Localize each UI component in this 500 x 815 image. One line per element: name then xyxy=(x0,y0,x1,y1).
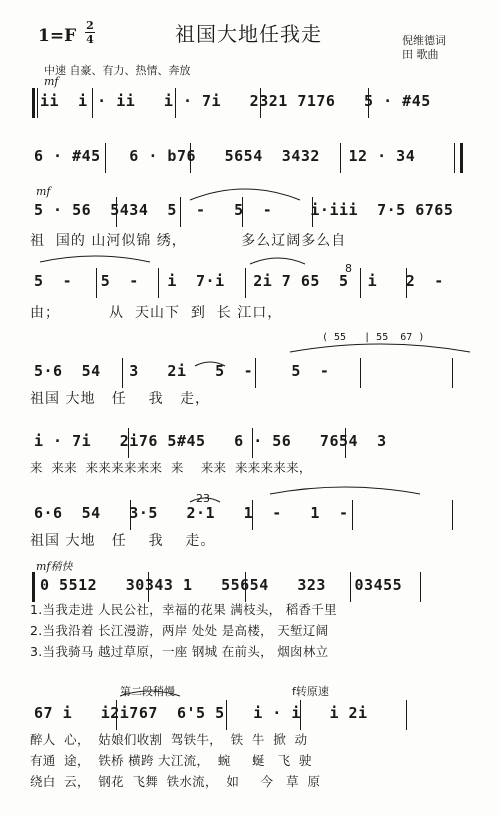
grace-note-2: 23 xyxy=(196,492,210,505)
staff-line-8 xyxy=(30,572,472,602)
lyric-line-5: 祖国 大地 任 我 走， xyxy=(30,391,210,407)
lyric-line-6: 来 来来 来来来来来来 来 来来 来来来来来， xyxy=(30,460,312,475)
a-tempo-marking: f转原速 xyxy=(292,685,329,698)
notes-line-1: ii i · ii i · 7i 2321 7176 5 · #45 xyxy=(40,92,431,110)
staff-line-1 xyxy=(30,88,472,118)
key-signature: 1=F xyxy=(38,26,77,46)
notes-line-6: i · 7i 2i76 5#45 6 · 56 7654 3 xyxy=(34,432,387,450)
song-title: 祖国大地任我走 xyxy=(175,22,322,46)
section-2-marking: 第二段稍慢 xyxy=(120,685,175,698)
time-bottom: 4 xyxy=(86,33,94,46)
lyric-line-7: 祖国 大地 任 我 走。 xyxy=(30,533,216,549)
notes-line-5: 5·6 54 3 2i 5 - 5 - xyxy=(34,362,330,380)
lyric-line-3: 祖 国的 山河似锦 绣， 多么辽阔多么自 xyxy=(30,233,347,249)
small-notes: ( 55 | 55 67 ) xyxy=(322,332,425,343)
lyric-line-4: 由； 从 天山下 到 长 江口， xyxy=(30,305,283,321)
verse-2-line-1: 2.当我沿着 长江漫游，两岸 处处 是高楼， 天堑辽阔 xyxy=(30,623,329,638)
staff-line-3 xyxy=(30,197,472,227)
verse-2-line-2: 有通 途， 铁桥 横跨 大江流， 蜿 蜒 飞 驶 xyxy=(30,753,312,768)
staff-line-2 xyxy=(30,143,472,173)
staff-line-6 xyxy=(30,428,472,458)
grace-note: 8 xyxy=(345,262,352,275)
staff-line-7 xyxy=(30,500,472,530)
time-top: 2 xyxy=(86,19,94,32)
verse-3-line-1: 3.当我骑马 越过草原，一座 钢城 在前头， 烟囱林立 xyxy=(30,644,329,659)
notes-line-4: 5 - 5 - i 7·i 2i 7 65 5 i 2 - xyxy=(34,272,444,290)
notes-line-7: 6·6 54 3·5 2·1 1 - 1 - xyxy=(34,504,349,522)
notes-line-9: 67 i i2i767 6'5 5 i · i i 2i xyxy=(34,704,368,722)
notes-line-2: 6 · #45 6 · b76 5654 3432 12 · 34 xyxy=(34,147,416,165)
staff-line-4 xyxy=(30,268,472,298)
verse-dynamic: mf稍快 xyxy=(36,560,73,573)
composer-credit: 田 歌曲 xyxy=(402,48,439,61)
lyricist-credit: 倪维德词 xyxy=(402,34,446,47)
notes-line-8: 0 5512 30343 1 55654 323 03455 xyxy=(40,576,403,594)
dynamic-marking: mf xyxy=(44,75,59,88)
verse-1-line-1: 1.当我走进 人民公社，幸福的花果 满枝头， 稻香千里 xyxy=(30,602,337,617)
tempo-marking: 中速 自豪、有力、热情、奔放 xyxy=(44,64,191,77)
verse-1-line-2: 醉人 心， 姑娘们收割 驾铁牛， 铁 牛 掀 动 xyxy=(30,732,308,747)
time-signature xyxy=(85,20,95,45)
dynamic-mf-2: mf xyxy=(36,185,51,198)
staff-line-9 xyxy=(30,700,472,730)
staff-line-5 xyxy=(30,358,472,388)
verse-3-line-2: 绕白 云， 钢花 飞舞 铁水流， 如 今 草 原 xyxy=(30,774,321,789)
notes-line-3: 5 · 56 5434 5 - 5 - i·iii 7·5 6765 xyxy=(34,201,454,219)
